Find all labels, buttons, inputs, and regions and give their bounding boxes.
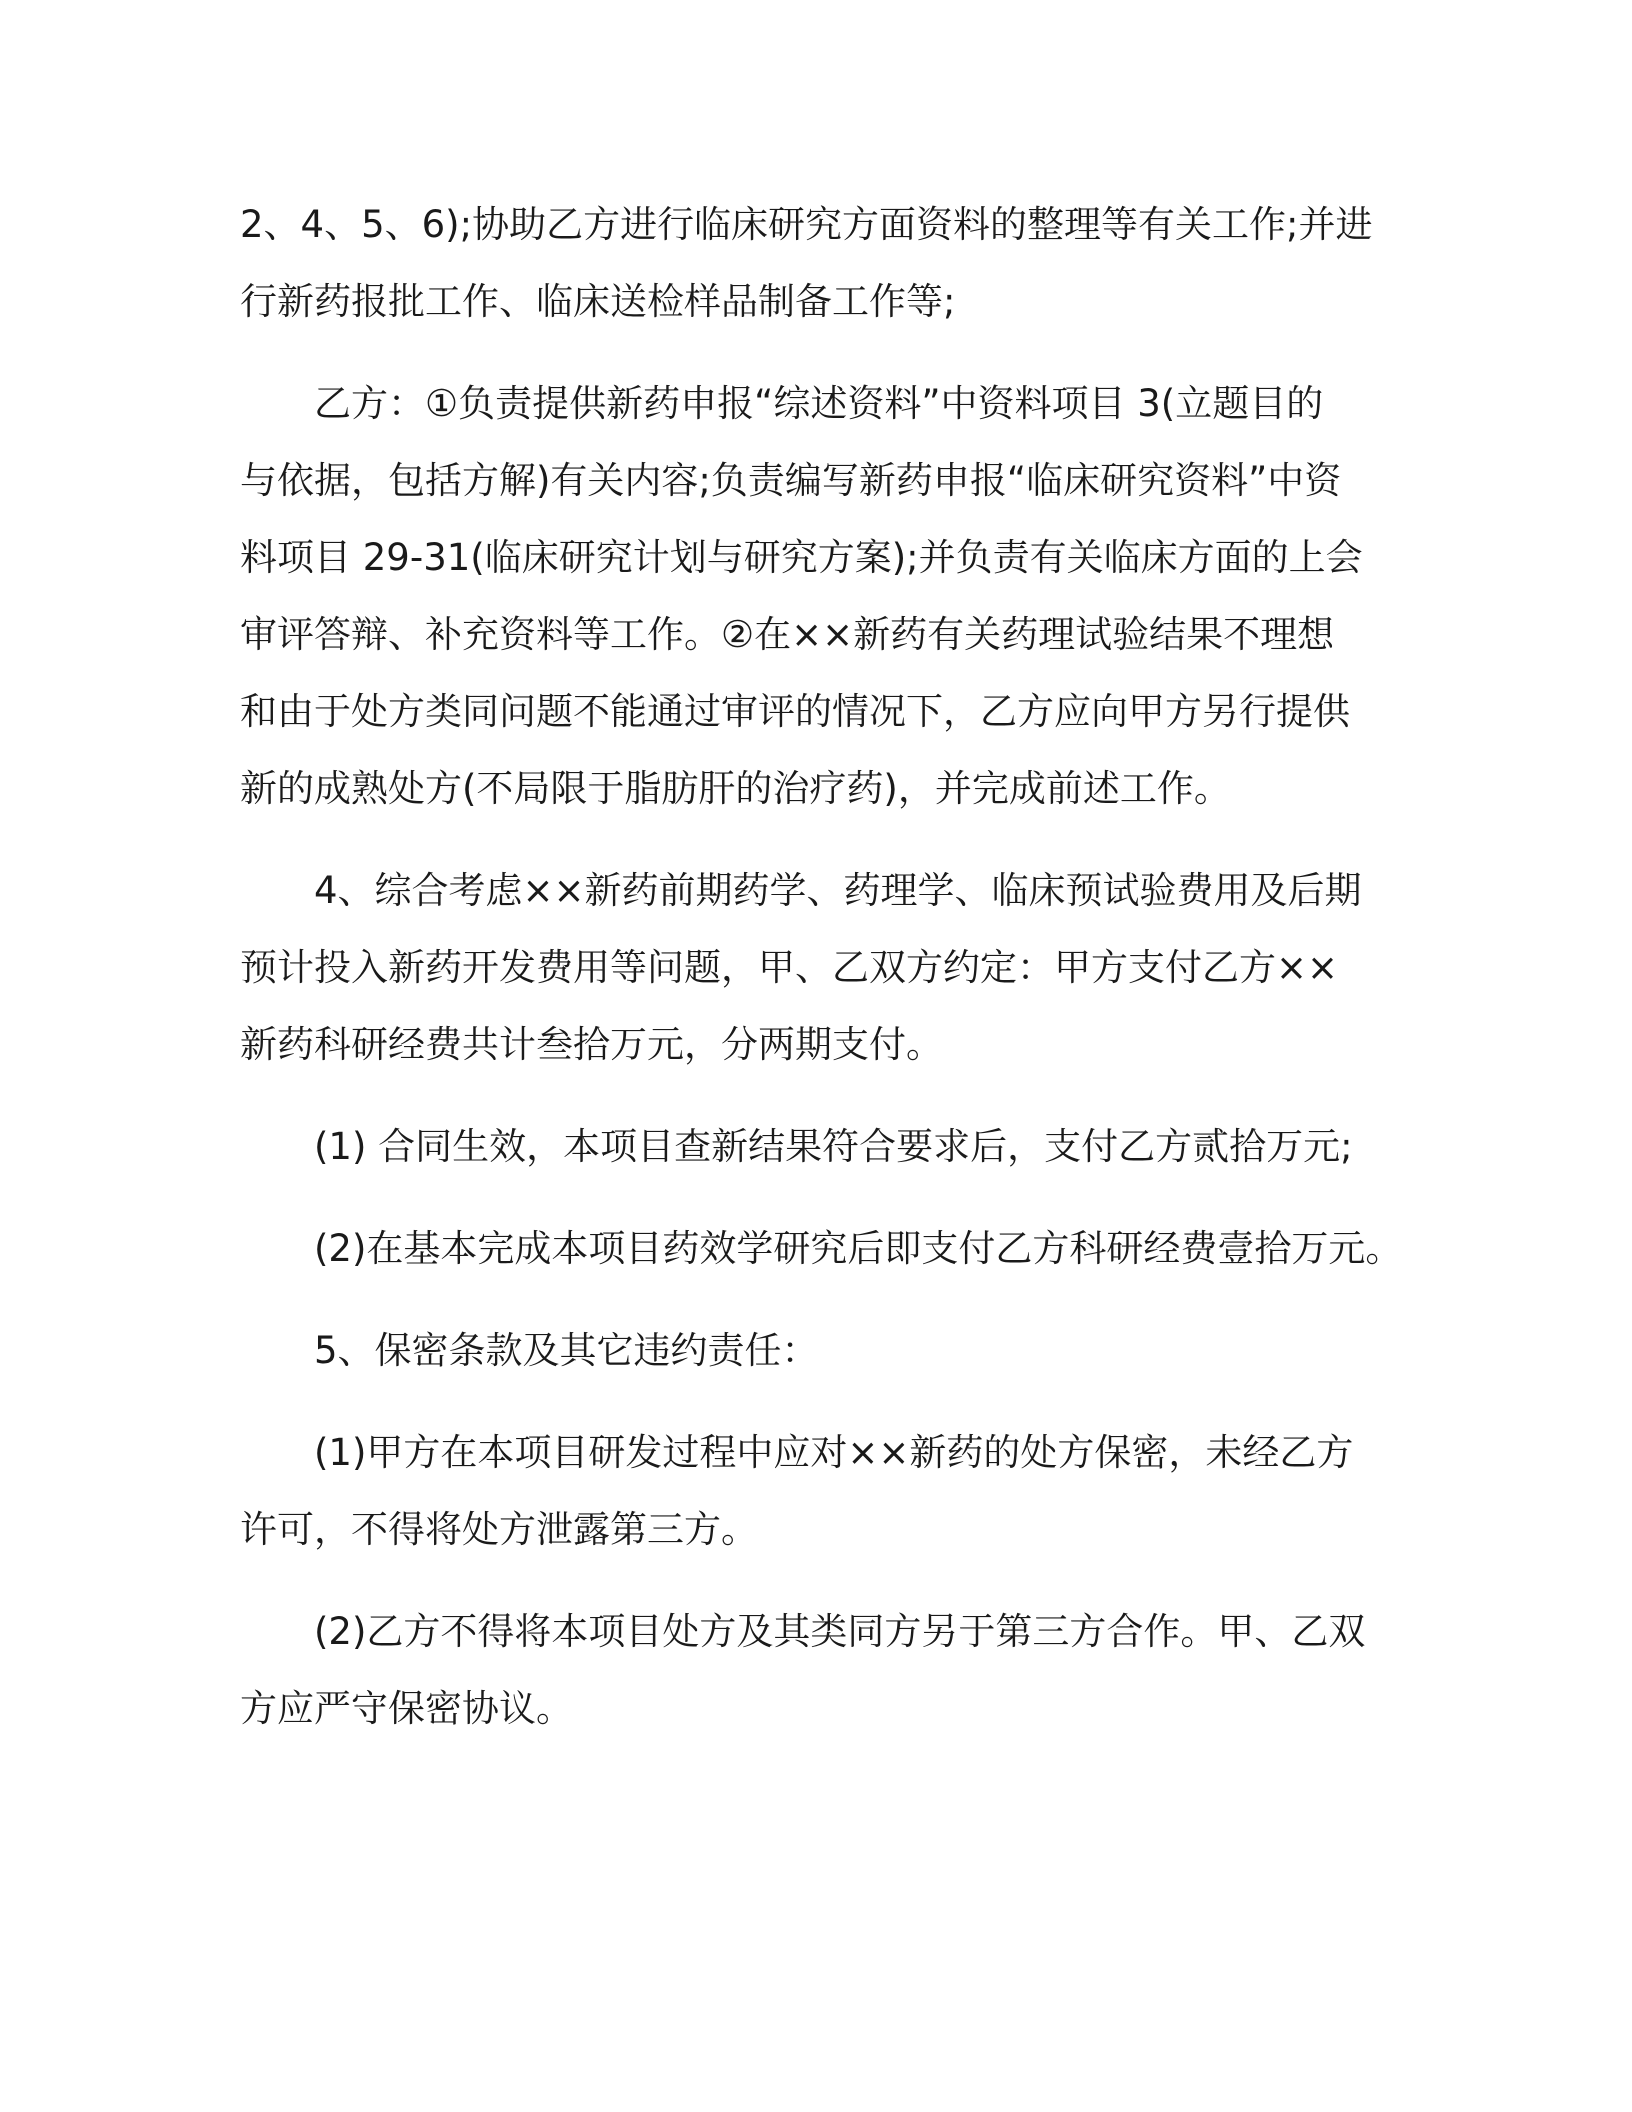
text-line: 乙方：①负责提供新药申报“综述资料”中资料项目 3(立题目的 xyxy=(314,382,1324,425)
text-line: 新的成熟处方(不局限于脂肪肝的治疗药)，并完成前述工作。 xyxy=(240,767,1231,810)
text-line: 审评答辩、补充资料等工作。②在××新药有关药理试验结果不理想 xyxy=(240,613,1335,656)
paragraph-4 xyxy=(240,1108,1400,1185)
paragraph-8 xyxy=(240,1593,1400,1747)
text-line: 与依据，包括方解)有关内容;负责编写新药申报“临床研究资料”中资 xyxy=(240,459,1342,502)
paragraph-6 xyxy=(240,1312,1400,1389)
text-line: (1) 合同生效，本项目查新结果符合要求后，支付乙方贰拾万元; xyxy=(314,1125,1353,1168)
text-line: 和由于处方类同问题不能通过审评的情况下，乙方应向甲方另行提供 xyxy=(240,690,1350,733)
text-line: (1)甲方在本项目研发过程中应对××新药的处方保密，未经乙方 xyxy=(314,1431,1354,1474)
text-line: 5、保密条款及其它违约责任： xyxy=(314,1329,819,1372)
paragraph-5 xyxy=(240,1210,1403,1287)
text-line: (2)乙方不得将本项目处方及其类同方另于第三方合作。甲、乙双 xyxy=(314,1610,1366,1653)
paragraph-3 xyxy=(240,852,1400,1083)
document-body xyxy=(240,186,1403,1772)
text-line: 预计投入新药开发费用等问题，甲、乙双方约定：甲方支付乙方×× xyxy=(240,946,1339,989)
text-line: 许可，不得将处方泄露第三方。 xyxy=(240,1508,758,1551)
text-line: 方应严守保密协议。 xyxy=(240,1687,573,1730)
text-line: 4、综合考虑××新药前期药学、药理学、临床预试验费用及后期 xyxy=(314,869,1362,912)
paragraph-1 xyxy=(240,186,1400,340)
text-line: 行新药报批工作、临床送检样品制备工作等; xyxy=(240,280,956,323)
text-line: (2)在基本完成本项目药效学研究后即支付乙方科研经费壹拾万元。 xyxy=(314,1227,1403,1270)
paragraph-7 xyxy=(240,1414,1400,1568)
text-line: 新药科研经费共计叁拾万元，分两期支付。 xyxy=(240,1023,943,1066)
text-line: 2、4、5、6);协助乙方进行临床研究方面资料的整理等有关工作;并进 xyxy=(240,203,1373,246)
paragraph-2 xyxy=(240,365,1400,827)
text-line: 料项目 29-31(临床研究计划与研究方案);并负责有关临床方面的上会 xyxy=(240,536,1363,579)
